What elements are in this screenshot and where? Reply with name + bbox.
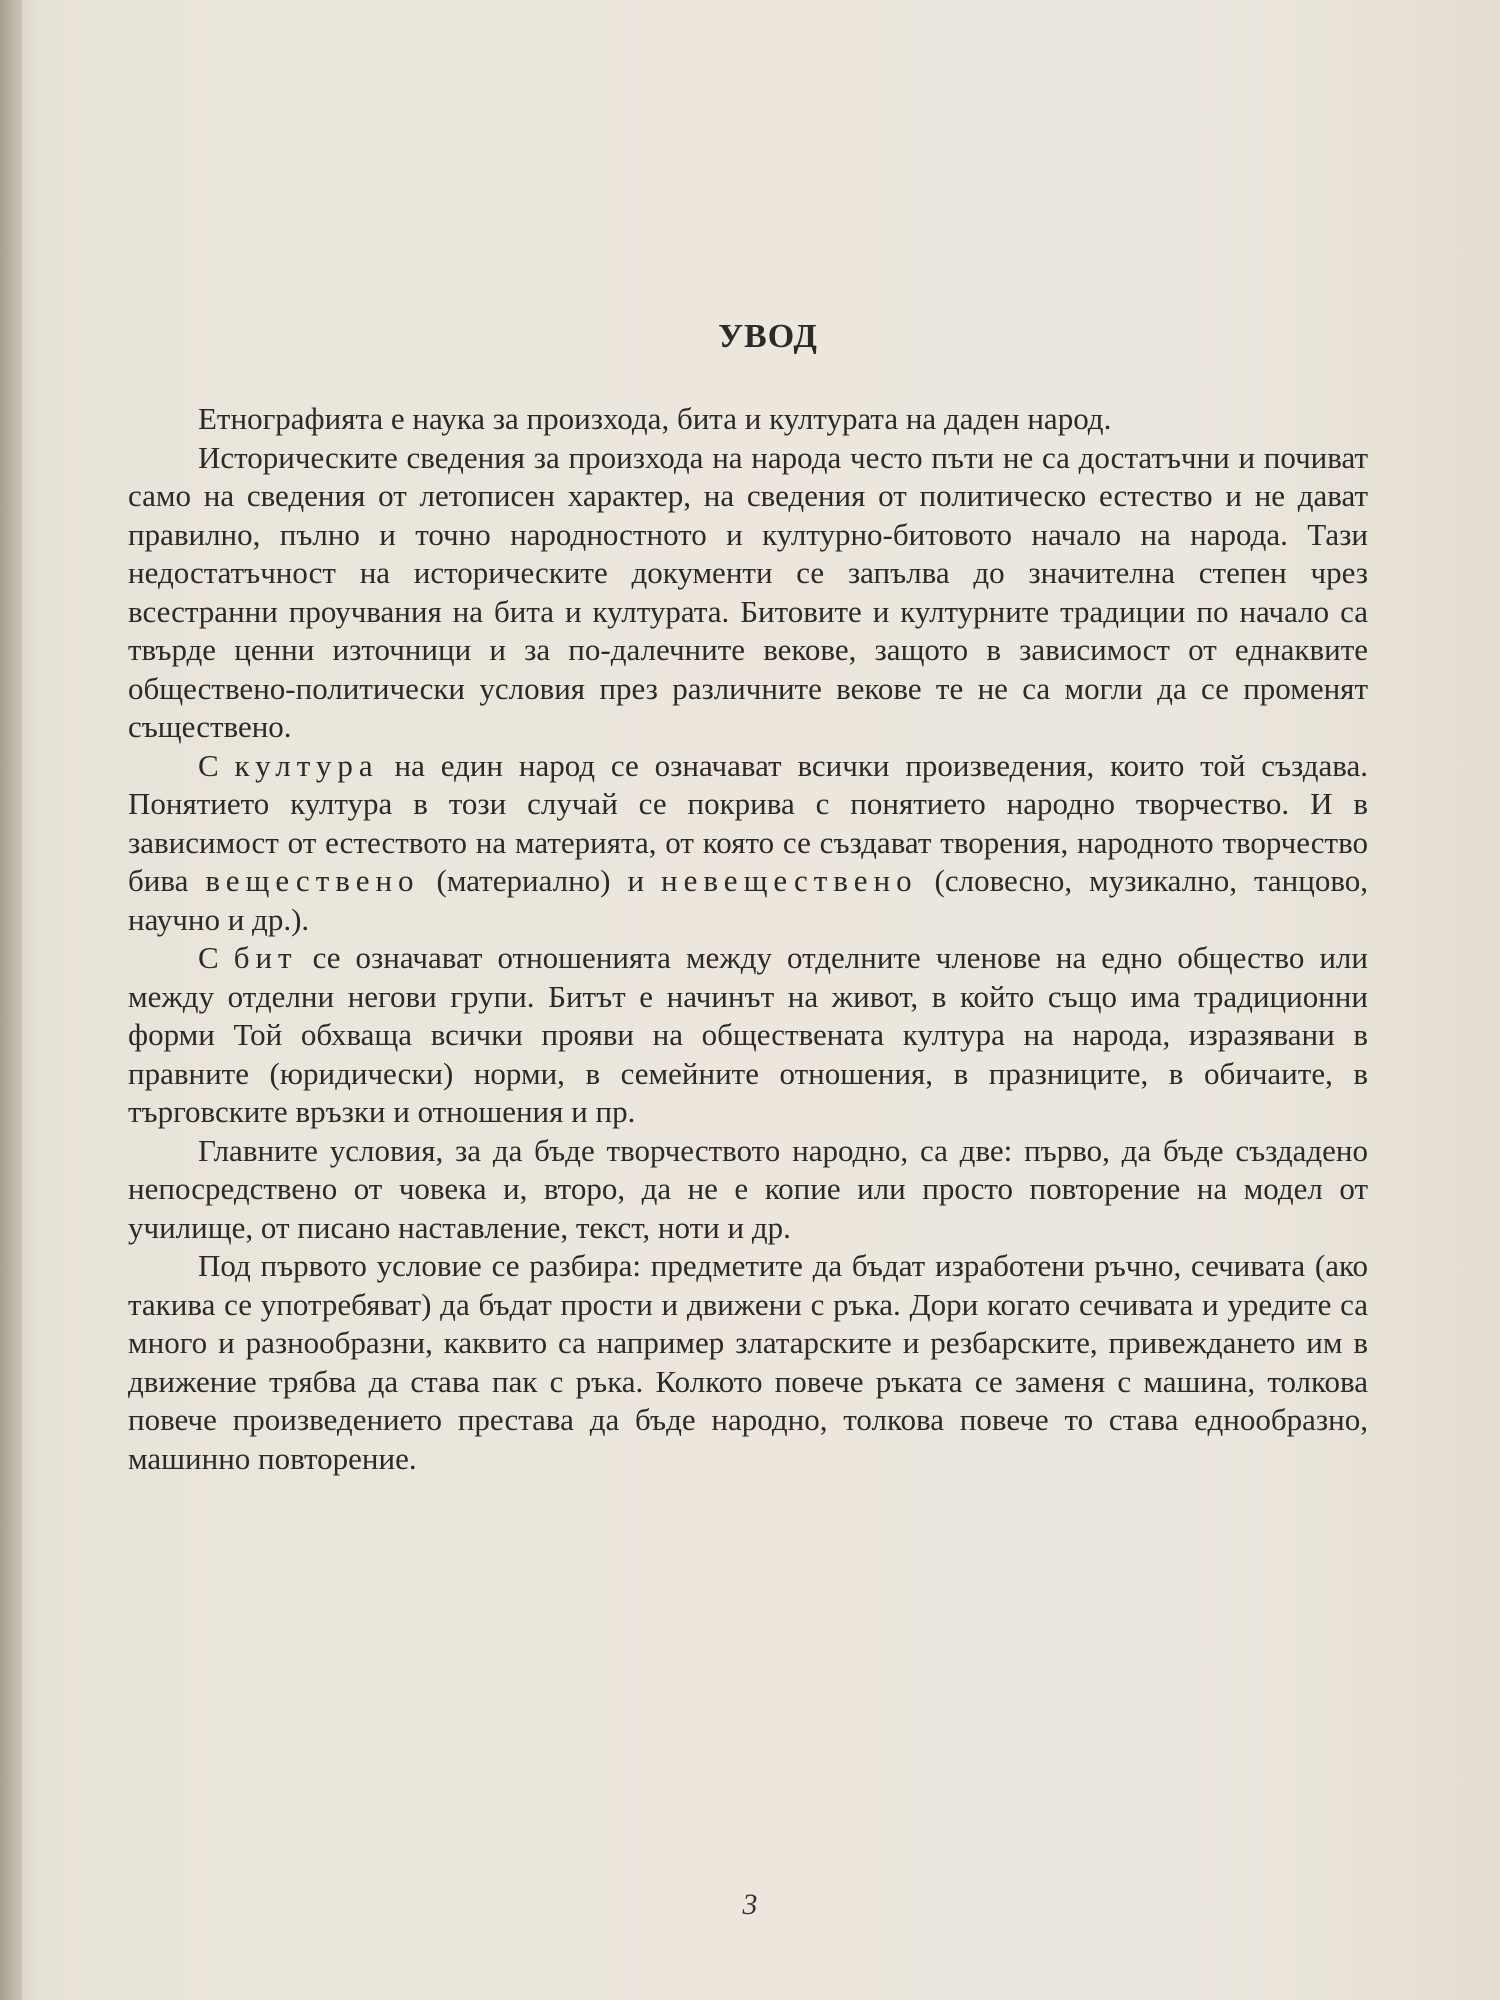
paragraph-6: Под първото условие се разбира: предметите да бъдат изработени ръчно, сечивата (ако такива се употребяват) да бъдат прости и движени с ръка. Дори когато сечивата и уредите са много и разнообразни, каквито са например златарските и резбарските, привеждането им в движение трябва да става пак с ръка. Колкото повече ръката се заменя с машина, толкова повече произведението престава да бъде народно, толкова повече то става еднообразно, машинно повторение.	[128, 1248, 1368, 1476]
term-material: веществено	[205, 863, 420, 898]
p4-text-a: С	[198, 940, 234, 975]
p3-text-a: С	[198, 747, 235, 783]
page-fold-edge	[0, 0, 22, 2000]
paragraph-4	[128, 939, 1368, 1132]
p4-text-c: се означават отношенията между отделните членове на едно общество или между отделни негови групи. Битът е начинът на живот, в който също има традиционни форми Той обхваща всички прояви на обществената култура на народа, изразявани в правните (юридически) норми, в семейните отношения, в празниците, в обичаите, в търговските връзки и отношения и пр.	[128, 940, 1368, 1129]
p3-text-g: (словесно, музикално, танцово, научно и др.).	[128, 863, 1368, 937]
p3-text-c: на един народ се означават всички произведения, които той създава. Понятието култура в този случай се покрива с понятието народно творчество. И в зависимост от естеството на материята, от която се създават творения, народното творчество бива	[128, 747, 1368, 898]
paragraph-5: Главните условия, за да бъде творчеството народно, са две: първо, да бъде създадено непосредствено от човека и, второ, да не е копие или просто повторение на модел от училище, от писано наставление, текст, ноти и др.	[128, 1132, 1368, 1245]
p3-text-e: (материално) и	[419, 863, 661, 898]
term-culture: култура	[234, 747, 379, 783]
paragraph-1: Етнографията е наука за произхода, бита и културата на даден народ.	[198, 401, 1112, 436]
chapter-title: УВОД	[718, 318, 818, 355]
term-immaterial: невеществено	[661, 863, 918, 898]
page-content	[128, 318, 1368, 1478]
paragraph-3	[128, 747, 1368, 940]
page-number: 3	[742, 1888, 758, 1921]
term-byt: бит	[233, 940, 298, 975]
paragraph-2: Историческите сведения за произхода на народа често пъти не са достатъчни и почиват само на сведения от летописен характер, на сведения от политическо естество и не дават правилно, пълно и точно народностното и културно-битовото начало на народа. Тази недостатъчност на историческите документи се запълва до значителна степен чрез всестранни проучвания на бита и културата. Битовите и културните традиции по начало са твърде ценни източници и за по-далечните векове, защото в зависимост от еднаквите обществено-политически условия през различните векове те не са могли да се променят съществено.	[128, 439, 1368, 744]
